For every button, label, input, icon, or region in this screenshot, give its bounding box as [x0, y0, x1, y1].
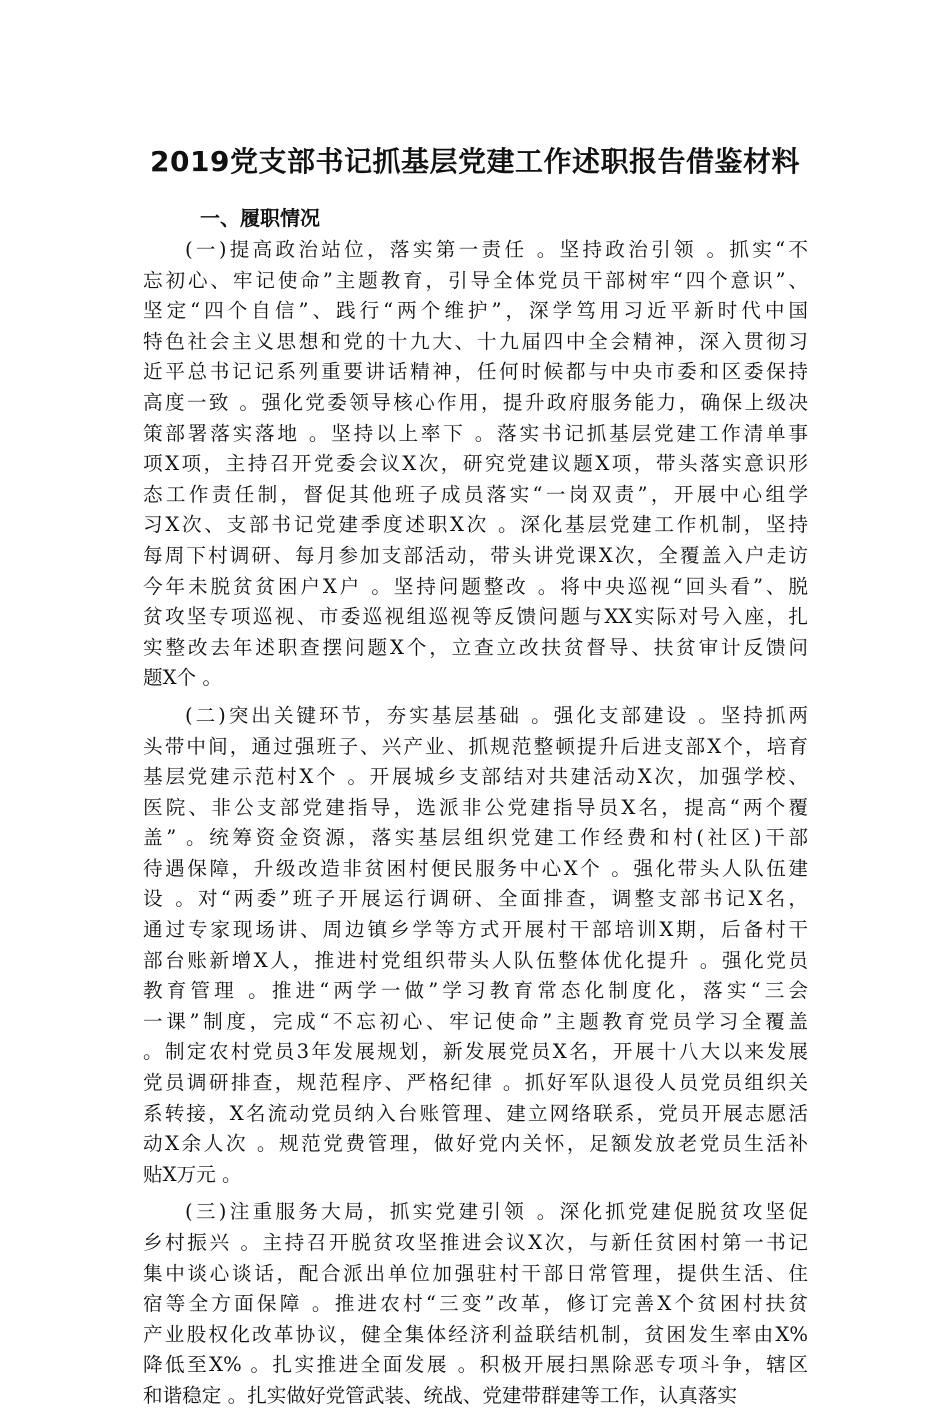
text-line: 动X余人次 。规范党费管理，做好党内关怀，足额发放老党员生活补: [143, 1132, 808, 1156]
document-body: [143, 235, 808, 1419]
text-line: 态工作责任制，督促其他班子成员落实“一岗双责”，开展中心组学: [143, 482, 808, 506]
text-line: 坚定“四个自信”、践行“两个维护”，深学笃用习近平新时代中国: [143, 299, 808, 323]
text-line: (三)注重服务大局，抓实党建引领 。深化抓党建促脱贫攻坚促: [185, 1200, 808, 1224]
text-line: 党员调研排查，规范程序、严格纪律 。抓好军队退役人员党员组织关: [143, 1071, 808, 1095]
text-line: 教育管理 。推进“两学一做”学习教育常态化制度化，落实“三会: [143, 979, 808, 1003]
text-line: 。制定农村党员3年发展规划，新发展党员X名，开展十八大以来发展: [143, 1040, 808, 1064]
text-line: 头带中间，通过强班子、兴产业、抓规范整顿提升后进支部X个，培育: [143, 734, 808, 758]
text-line: 一课”制度，完成“不忘初心、牢记使命”主题教育党员学习全覆盖: [143, 1009, 808, 1033]
text-line: 贫攻坚专项巡视、市委巡视组巡视等反馈问题与XX实际对号入座，扎: [143, 605, 808, 629]
text-line: 实整改去年述职查摆问题X个，立查立改扶贫督导、扶贫审计反馈问: [143, 635, 808, 659]
text-line: 产业股权化改革协议，健全集体经济利益联结机制，贫困发生率由X%: [143, 1322, 808, 1346]
text-line: 贴X万元 。: [143, 1162, 242, 1186]
text-line: 通过专家现场讲、周边镇乡学等方式开展村干部培训X期，后备村干: [143, 918, 808, 942]
text-line: 盖” 。统筹资金资源，落实基层组织党建工作经费和村(社区)干部: [143, 826, 808, 850]
text-line: (一)提高政治站位，落实第一责任 。坚持政治引领 。抓实“不: [185, 238, 808, 261]
text-line: 今年未脱贫贫困户X户 。坚持问题整改 。将中央巡视“回头看”、脱: [143, 574, 808, 598]
text-line: 和谐稳定 。扎实做好党管武装、统战、党建带群建等工作，认真落实: [143, 1383, 738, 1407]
document-title: 2019党支部书记抓基层党建工作述职报告借鉴材料: [150, 145, 800, 178]
text-line: 降低至X% 。扎实推进全面发展 。积极开展扫黑除恶专项斗争，辖区: [143, 1353, 808, 1377]
text-line: 题X个 。: [143, 666, 222, 690]
text-line: 高度一致 。强化党委领导核心作用，提升政府服务能力，确保上级决: [143, 390, 808, 414]
text-line: 医院、非公支部党建指导，选派非公党建指导员X名，提高“两个覆: [143, 795, 808, 819]
text-line: 设 。对“两委”班子开展运行调研、全面排查，调整支部书记X名，: [143, 887, 808, 911]
paragraph: [143, 1197, 808, 1411]
text-line: 部台账新增X人，推进村党组织带头人队伍整体优化提升 。强化党员: [143, 948, 808, 972]
text-line: 宿等全方面保障 。推进农村“三变”改革，修订完善X个贫困村扶贫: [143, 1292, 808, 1316]
text-line: 策部署落实落地 。坚持以上率下 。落实书记抓基层党建工作清单事: [143, 421, 808, 445]
section-heading: 一、履职情况: [200, 206, 320, 230]
text-line: 基层党建示范村X个 。开展城乡支部结对共建活动X次，加强学校、: [143, 765, 808, 789]
text-line: 项X项，主持召开党委会议X次，研究党建议题X项，带头落实意识形: [143, 452, 808, 476]
text-line: 习X次、支部书记党建季度述职X次 。深化基层党建工作机制，坚持: [143, 513, 808, 537]
text-line: 每周下村调研、每月参加支部活动，带头讲党课X次，全覆盖入户走访: [143, 543, 808, 567]
text-line: 待遇保障，升级改造非贫困村便民服务中心X个 。强化带头人队伍建: [143, 856, 808, 880]
text-line: 集中谈心谈话，配合派出单位加强驻村干部日常管理，提供生活、住: [143, 1261, 808, 1285]
paragraph: [143, 701, 808, 1191]
paragraph: [143, 235, 808, 694]
text-line: 近平总书记记系列重要讲话精神，任何时候都与中央市委和区委保持: [143, 360, 808, 384]
text-line: (二)突出关键环节，夯实基层基础 。强化支部建设 。坚持抓两: [185, 703, 808, 727]
text-line: 忘初心、牢记使命”主题教育，引导全体党员干部树牢“四个意识”、: [143, 268, 808, 292]
text-line: 系转接，X名流动党员纳入台账管理、建立网络联系，党员开展志愿活: [143, 1101, 808, 1125]
text-line: 特色社会主义思想和党的十九大、十九届四中全会精神，深入贯彻习: [143, 329, 808, 353]
text-line: 乡村振兴 。主持召开脱贫攻坚推进会议X次，与新任贫困村第一书记: [143, 1231, 808, 1254]
